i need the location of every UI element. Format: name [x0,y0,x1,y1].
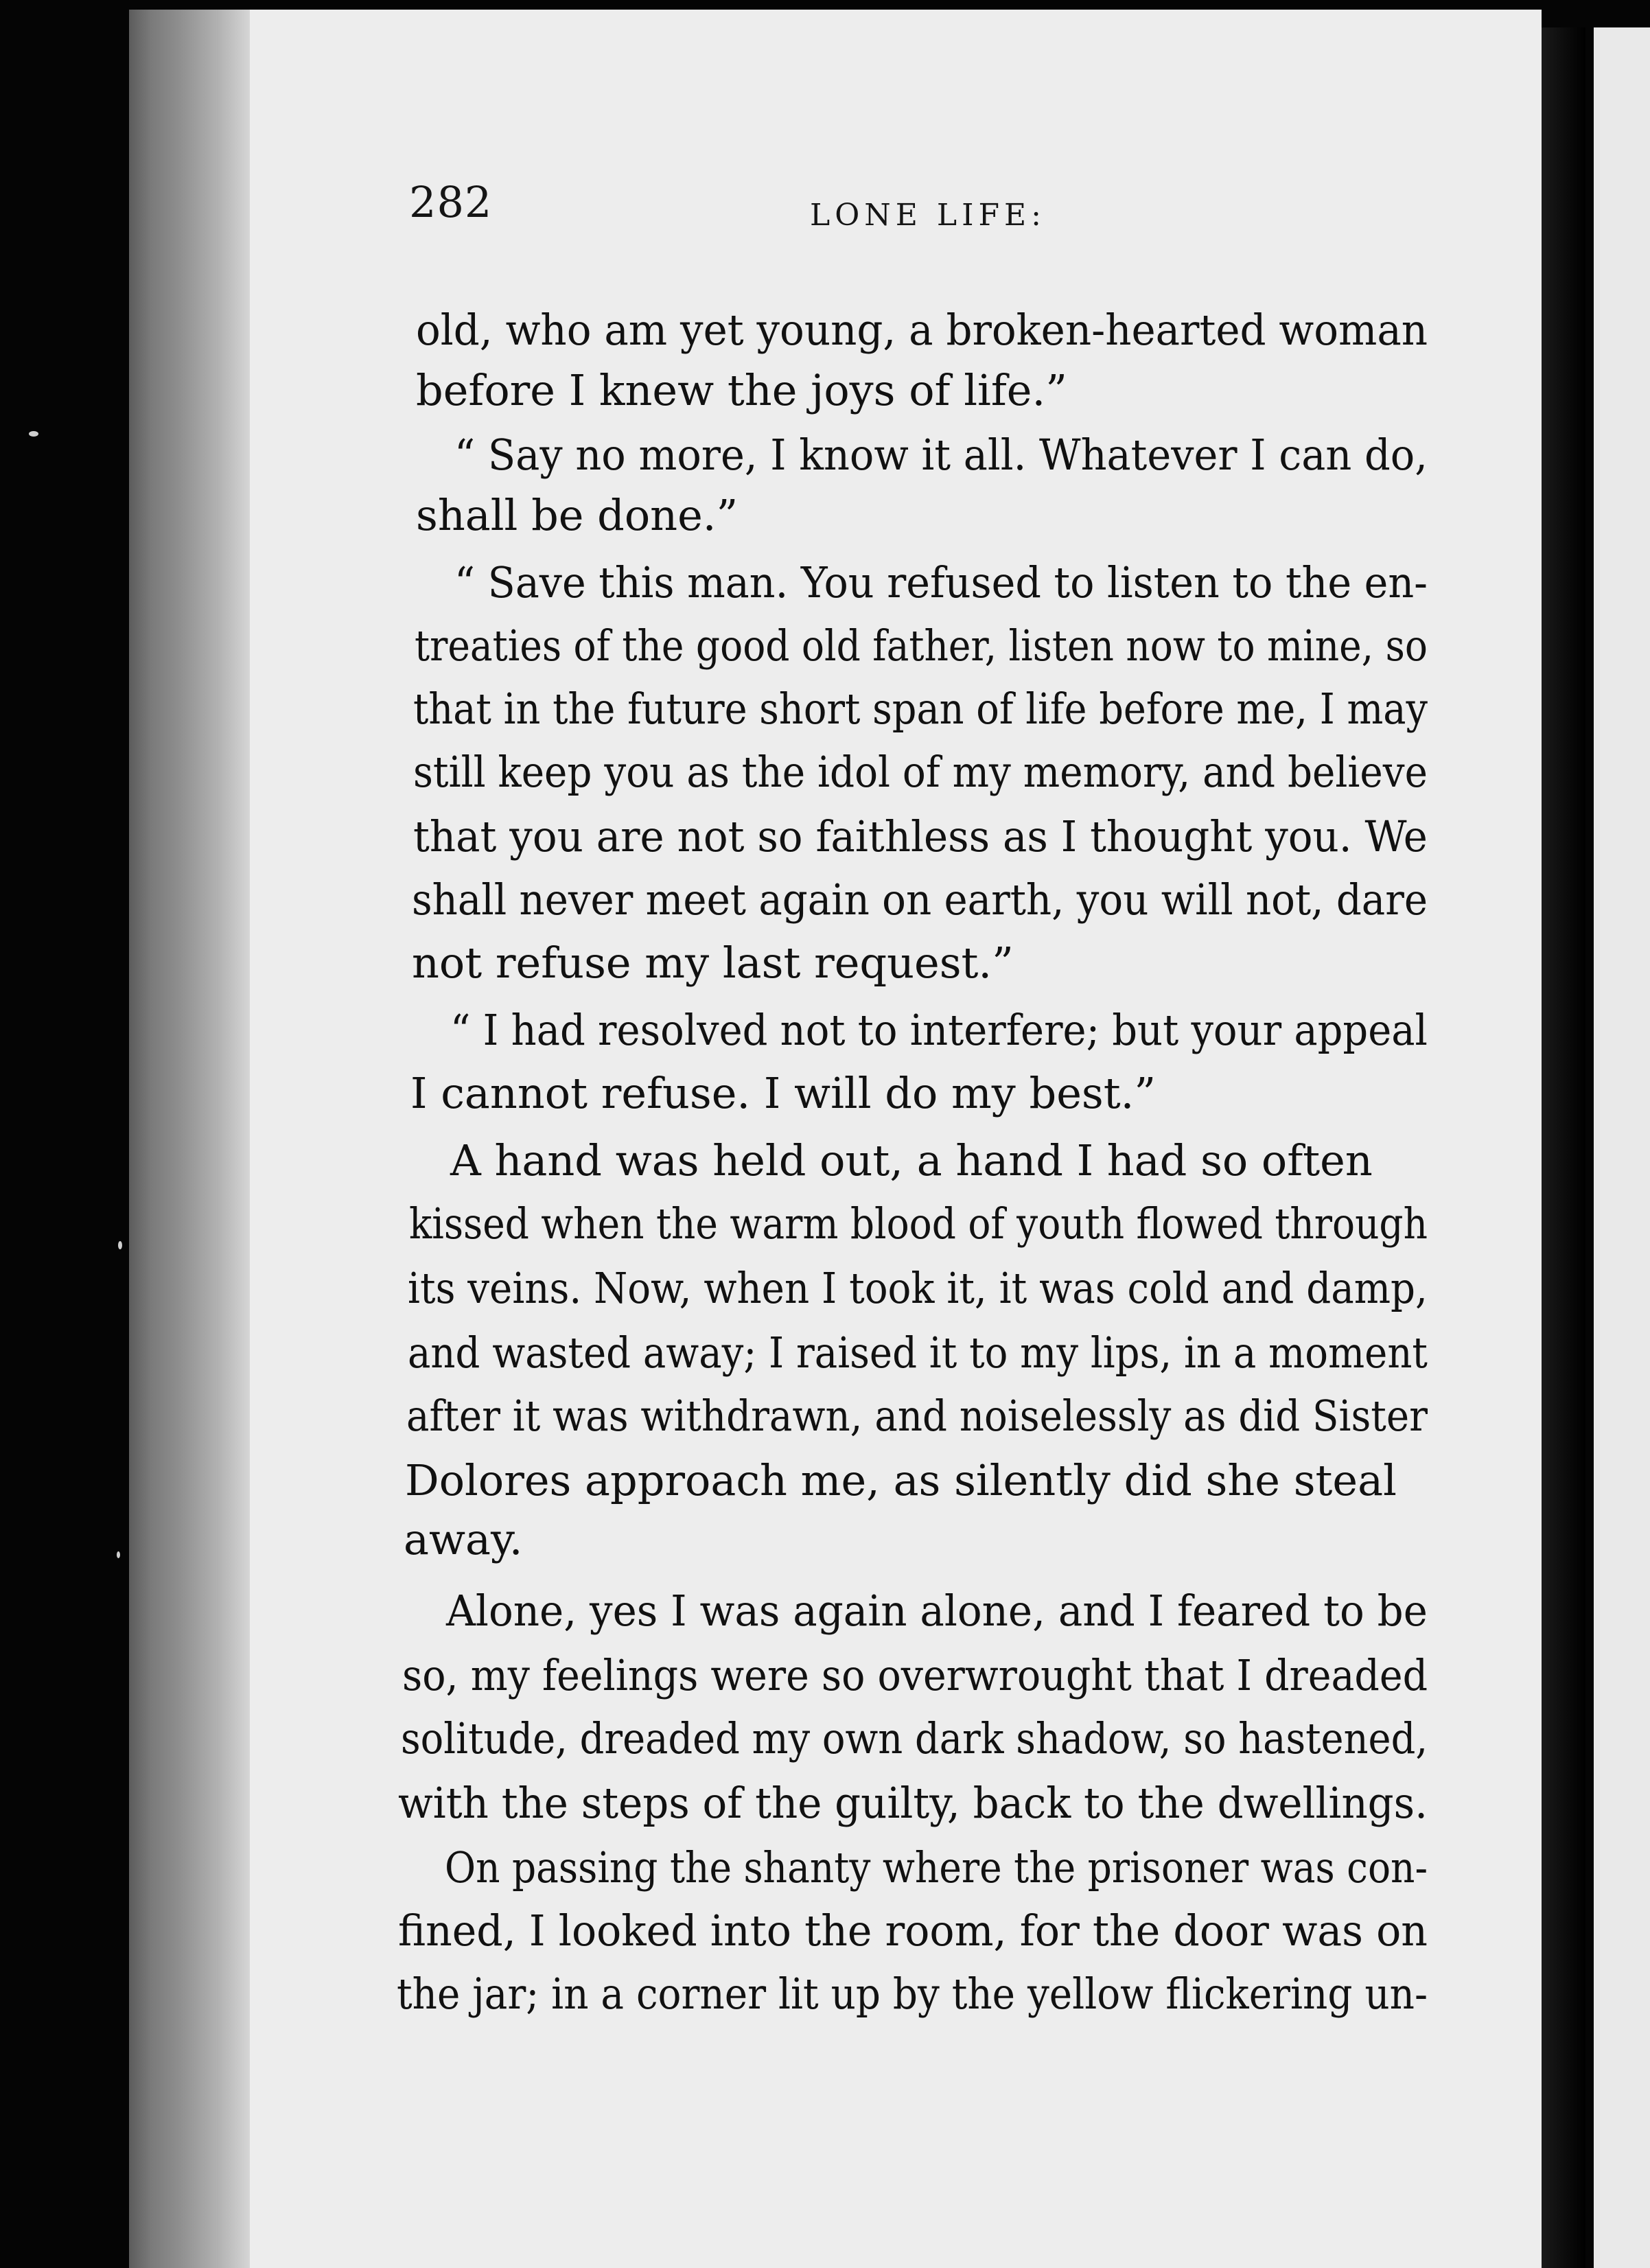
text-line: that you are not so faithless as I thought you. We [413,811,1428,861]
text-line: away. [404,1514,523,1564]
text-line: Alone, yes I was again alone, and I feared to be [446,1586,1428,1636]
text-line: treaties of the good old father, listen now to mine, so [415,621,1428,671]
text-line: with the steps of the guilty, back to the dwellings. [398,1778,1428,1828]
text-line: “ Say no more, I know it all. Whatever I can do, [454,430,1428,480]
text-line: “ Save this man. You refused to listen to the en- [454,557,1428,608]
text-line: the jar; in a corner lit up by the yellow flickering un- [397,1969,1428,2019]
text-line: Dolores approach me, as silently did she steal [405,1455,1397,1505]
text-line: “ I had resolved not to interfere; but your appeal [450,1005,1428,1055]
book-gutter [1542,27,1585,2268]
dust-speck [117,1551,120,1558]
text-line: so, my feelings were so overwrought that I dreaded [402,1650,1428,1700]
text-line: shall be done.” [416,490,739,540]
facing-page-edge [1594,27,1650,2268]
dust-speck [118,1241,122,1249]
text-line: its veins. Now, when I took it, it was cold and damp, [408,1263,1428,1313]
text-line: kissed when the warm blood of youth flowed through [409,1199,1428,1249]
text-line: still keep you as the idol of my memory, and believe [413,747,1428,797]
text-line: not refuse my last request.” [412,938,1014,988]
text-line: and wasted away; I raised it to my lips, in a moment [408,1328,1428,1378]
text-line: I cannot refuse. I will do my best.” [410,1068,1157,1118]
text-line: On passing the shanty where the prisoner was con- [445,1842,1428,1893]
text-line: old, who am yet young, a broken-hearted woman [416,305,1428,355]
page-number: 282 [409,177,493,227]
text-line: before I knew the joys of life.” [416,365,1067,415]
text-line: fined, I looked into the room, for the door was on [398,1906,1428,1956]
text-line: that in the future short span of life before me, I may [413,684,1428,734]
text-line: A hand was held out, a hand I had so often [450,1135,1373,1185]
text-line: solitude, dreaded my own dark shadow, so hastened, [401,1713,1428,1763]
dust-speck [29,431,38,437]
page-edge-shade [217,10,250,2268]
text-line: after it was withdrawn, and noiselessly as did Sister [406,1391,1428,1441]
running-head: LONE LIFE: [810,198,1046,233]
text-line: shall never meet again on earth, you will not, dare [412,875,1428,925]
